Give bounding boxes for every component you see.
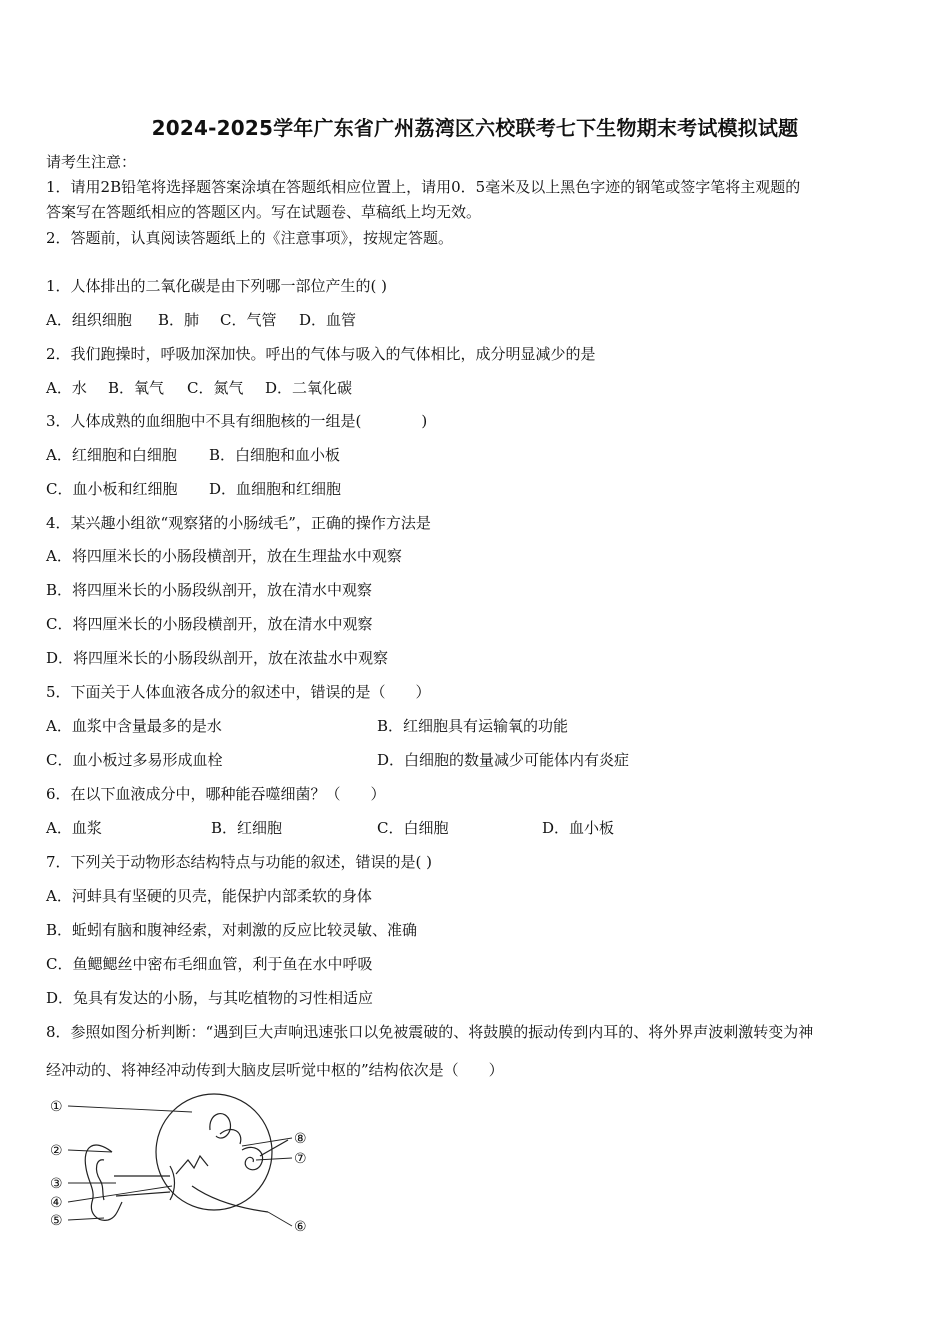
auricle-inner-fold [97, 1160, 104, 1200]
question-6-option-d[interactable]: D．血小板 [542, 819, 615, 837]
question-4-stem: 4．某兴趣小组欲“观察猪的小肠绒毛”，正确的操作方法是 [46, 514, 431, 532]
question-3-option-d[interactable]: D．血细胞和红细胞 [209, 480, 342, 498]
question-2-option-a[interactable]: A．水 [46, 379, 87, 397]
question-5-stem: 5．下面关于人体血液各成分的叙述中，错误的是（ ） [46, 683, 431, 701]
question-1-stem: 1．人体排出的二氧化碳是由下列哪一部位产生的( ) [46, 277, 388, 295]
question-2-option-d[interactable]: D．二氧化碳 [265, 379, 353, 397]
figure-label-2: ② [50, 1143, 63, 1159]
question-2-option-b[interactable]: B．氧气 [108, 379, 165, 397]
question-4-option-c[interactable]: C．将四厘米长的小肠段横剖开，放在清水中观察 [46, 615, 373, 633]
notice-item-1-line-1: 1．请用2B铅笔将选择题答案涂填在答题纸相应位置上，请用0．5毫米及以上黑色字迹的钢笔或签字笔将主观题的 [46, 178, 801, 196]
question-1-option-b[interactable]: B．肺 [158, 311, 200, 329]
figure-label-8: ⑧ [294, 1131, 307, 1147]
cochlea-spiral [242, 1147, 263, 1169]
leader-line-6 [268, 1212, 292, 1226]
eardrum [170, 1166, 175, 1200]
figure-label-6: ⑥ [294, 1219, 307, 1235]
question-8-stem-line-2: 经冲动的、将神经冲动传到大脑皮层听觉中枢的”结构依次是（ ） [46, 1061, 504, 1079]
figure-label-3: ③ [50, 1176, 63, 1192]
question-6-option-a[interactable]: A．血浆 [46, 819, 102, 837]
question-5-option-c[interactable]: C．血小板过多易形成血栓 [46, 751, 223, 769]
notice-heading: 请考生注意： [46, 153, 137, 171]
leader-line-7 [256, 1158, 292, 1160]
question-7-option-b[interactable]: B．蚯蚓有脑和腹神经索，对刺激的反应比较灵敏、准确 [46, 921, 418, 939]
notice-item-1-line-2: 答案写在答题纸相应的答题区内。写在试题卷、草稿纸上均无效。 [46, 203, 482, 221]
question-3-option-b[interactable]: B．白细胞和血小板 [209, 446, 341, 464]
question-3-option-c[interactable]: C．血小板和红细胞 [46, 480, 178, 498]
question-2-option-c[interactable]: C．氮气 [187, 379, 244, 397]
question-7-option-c[interactable]: C．鱼鳃鳃丝中密布毛细血管，利于鱼在水中呼吸 [46, 955, 373, 973]
question-1-option-d[interactable]: D．血管 [299, 311, 357, 329]
question-2-stem: 2．我们跑操时，呼吸加深加快。呼出的气体与吸入的气体相比，成分明显减少的是 [46, 345, 596, 363]
semicircular-canal-2 [220, 1129, 241, 1144]
question-3-option-a[interactable]: A．红细胞和白细胞 [46, 446, 177, 464]
question-7-option-a[interactable]: A．河蚌具有坚硬的贝壳，能保护内部柔软的身体 [46, 887, 372, 905]
question-5-option-a[interactable]: A．血浆中含量最多的是水 [46, 717, 222, 735]
question-5-option-b[interactable]: B．红细胞具有运输氧的功能 [377, 717, 569, 735]
question-6-option-b[interactable]: B．红细胞 [211, 819, 283, 837]
question-4-option-b[interactable]: B．将四厘米长的小肠段纵剖开，放在清水中观察 [46, 581, 373, 599]
question-7-stem: 7．下列关于动物形态结构特点与功能的叙述，错误的是( ) [46, 853, 433, 871]
ear-structure-figure [42, 1090, 322, 1240]
ear-canal-lower [116, 1192, 170, 1196]
leader-line-2 [68, 1150, 112, 1152]
question-6-stem: 6．在以下血液成分中，哪种能吞噬细菌？（ ） [46, 785, 386, 803]
figure-label-5: ⑤ [50, 1213, 63, 1229]
notice-item-2: 2．答题前，认真阅读答题纸上的《注意事项》，按规定答题。 [46, 229, 454, 247]
figure-label-1: ① [50, 1099, 63, 1115]
question-6-option-c[interactable]: C．白细胞 [377, 819, 449, 837]
question-4-option-a[interactable]: A．将四厘米长的小肠段横剖开，放在生理盐水中观察 [46, 547, 402, 565]
ossicles [176, 1156, 208, 1174]
question-1-option-c[interactable]: C．气管 [220, 311, 277, 329]
question-7-option-d[interactable]: D．兔具有发达的小肠，与其吃植物的习性相适应 [46, 989, 374, 1007]
leader-line-1 [68, 1106, 192, 1112]
figure-label-7: ⑦ [294, 1151, 307, 1167]
semicircular-canal-1 [210, 1114, 231, 1138]
question-8-stem-line-1: 8．参照如图分析判断：“遇到巨大声响迅速张口以免被震破的、将鼓膜的振动传到内耳的、将外界声波刺激转变为神 [46, 1023, 814, 1041]
question-3-stem: 3．人体成熟的血细胞中不具有细胞核的一组是( ) [46, 412, 428, 430]
leader-line-4 [68, 1186, 172, 1202]
question-1-option-a[interactable]: A．组织细胞 [46, 311, 132, 329]
question-4-option-d[interactable]: D．将四厘米长的小肠段纵剖开，放在浓盐水中观察 [46, 649, 389, 667]
page-title: 2024-2025学年广东省广州荔湾区六校联考七下生物期末考试模拟试题 [151, 116, 799, 140]
figure-label-4: ④ [50, 1195, 63, 1211]
question-5-option-d[interactable]: D．白细胞的数量减少可能体内有炎症 [377, 751, 630, 769]
